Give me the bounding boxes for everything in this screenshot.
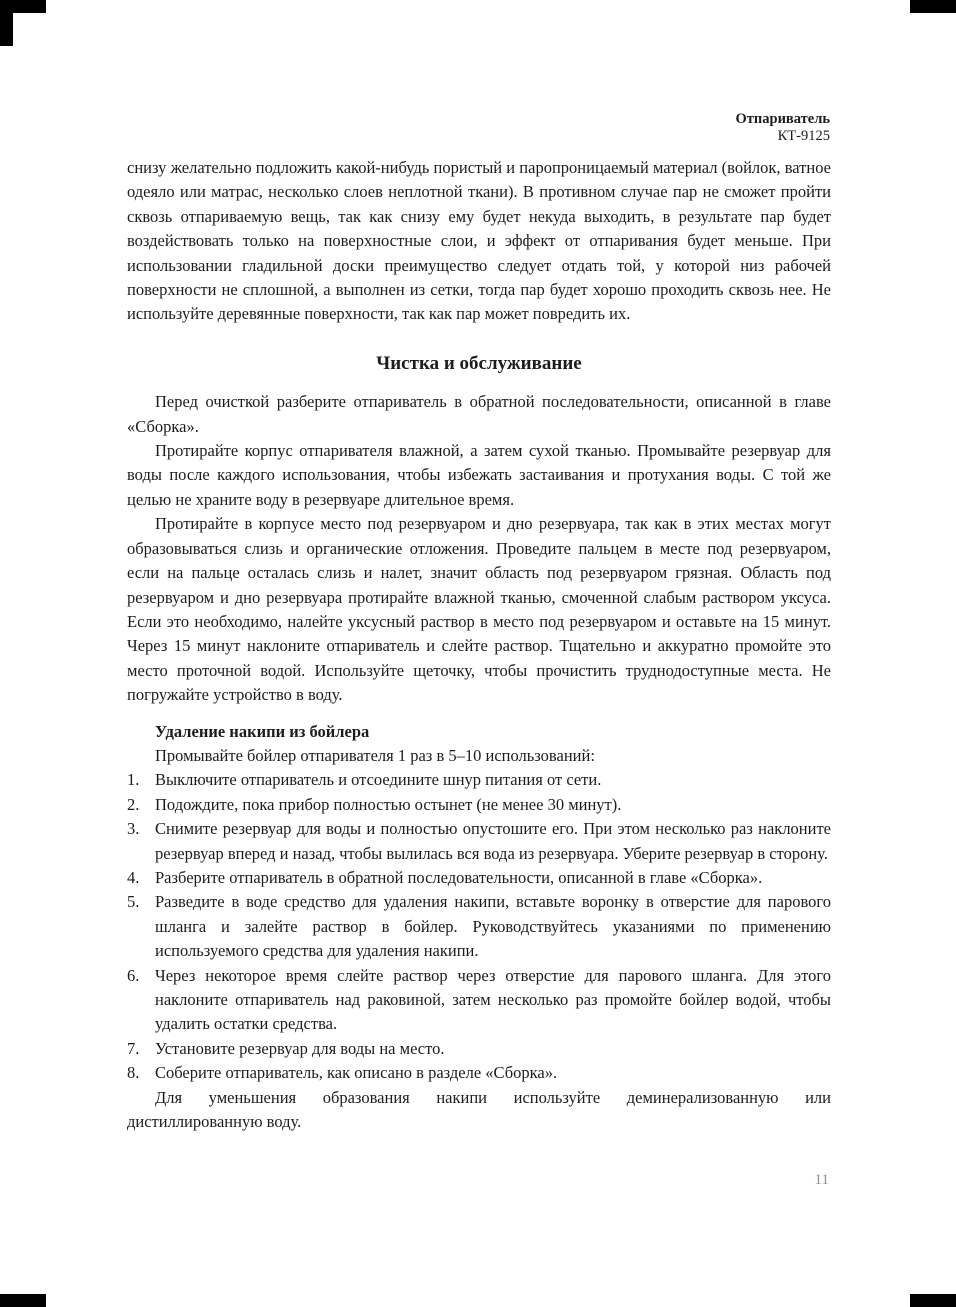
page-content	[127, 156, 831, 1134]
step-text: Снимите резервуар для воды и полностью опустошите его. При этом несколько раз наклоните резервуар вперед и назад, чтобы вылилась вся вода из резервуара. Уберите резервуар в сторону.	[155, 819, 831, 863]
step-number: 2.	[127, 794, 140, 814]
step-item-2	[127, 793, 831, 817]
step-item-5	[127, 890, 831, 963]
step-text: Выключите отпариватель и отсоедините шнур питания от сети.	[155, 770, 602, 790]
crop-mark-top-right	[910, 0, 956, 13]
step-item-4	[127, 866, 831, 890]
model-number: КТ-9125	[777, 128, 830, 144]
step-number: 6.	[127, 965, 140, 985]
page-number: 11	[814, 1172, 829, 1188]
subsection-intro: Промывайте бойлер отпаривателя 1 раз в 5–10 использований:	[155, 745, 595, 765]
step-item-6	[127, 964, 831, 1037]
step-number: 5.	[127, 892, 140, 912]
descaling-steps	[127, 768, 831, 1085]
step-item-8	[127, 1061, 831, 1085]
step-item-1	[127, 768, 831, 792]
cleaning-paragraph-2: Протирайте корпус отпаривателя влажной, а затем сухой тканью. Промывайте резервуар для воды после каждого использования, чтобы избежать застаивания и протухания воды. С той же целью не храните воду в резервуаре длительное время.	[127, 441, 831, 509]
step-number: 7.	[127, 1038, 140, 1058]
step-text: Разведите в воде средство для удаления накипи, вставьте воронку в отверстие для парового шланга и залейте раствор в бойлер. Руководствуйтесь указаниями по применению используемого средства для удаления накипи.	[155, 892, 831, 961]
step-text: Соберите отпариватель, как описано в разделе «Сборка».	[155, 1063, 558, 1083]
step-item-7	[127, 1037, 831, 1061]
closing-paragraph: Для уменьшения образования накипи используйте деминерализованную или дистиллированную воду.	[127, 1087, 831, 1132]
step-text: Подождите, пока прибор полностью остынет (не менее 30 минут).	[155, 794, 622, 814]
step-text: Установите резервуар для воды на место.	[155, 1038, 445, 1058]
crop-mark-top-left-horizontal	[0, 0, 46, 13]
step-number: 1.	[127, 770, 140, 790]
crop-mark-bottom-left	[0, 1294, 46, 1307]
step-text: Через некоторое время слейте раствор через отверстие для парового шланга. Для этого наклоните отпариватель над раковиной, затем несколько раз промойте бойлер водой, чтобы удалить остатки средства.	[155, 965, 831, 1034]
crop-mark-bottom-right	[910, 1294, 956, 1307]
step-number: 8.	[127, 1063, 140, 1083]
step-text: Разберите отпариватель в обратной последовательности, описанной в главе «Сборка».	[155, 867, 763, 887]
step-item-3	[127, 817, 831, 866]
cleaning-paragraph-1: Перед очисткой разберите отпариватель в обратной последовательности, описанной в главе «Сборка».	[127, 392, 831, 436]
subsection-title: Удаление накипи из бойлера	[155, 721, 370, 741]
continuation-paragraph: снизу желательно подложить какой-нибудь пористый и паропроницаемый материал (войлок, ватное одеяло или матрас, несколько слоев неплотной ткани). В противном случае пар не сможет пройти сквозь отпариваемую вещь, так как снизу ему будет некуда выходить, в результате пар будет воздействовать только на поверхностные слои, и эффект от отпаривания будет меньше. При использовании гладильной доски преимущество следует отдать той, у которой низ рабочей поверхности не сплошной, а выполнен из сетки, тогда пар будет хорошо проходить сквозь нее. Не используйте деревянные поверхности, так как пар может повредить их.	[127, 158, 831, 324]
cleaning-paragraph-3: Протирайте в корпусе место под резервуаром и дно резервуара, так как в этих местах могут образовываться слизь и органические отложения. Проведите пальцем в месте под резервуаром, если на пальце осталась слизь и налет, значит область под резервуаром грязная. Область под резервуаром и дно резервуара протирайте влажной тканью, смоченной слабым раствором уксуса. Если это необходимо, налейте уксусный раствор в место под резервуаром и оставьте на 15 минут. Через 15 минут наклоните отпариватель и слейте раствор. Тщательно и аккуратно промойте это место проточной водой. Используйте щеточку, чтобы прочистить труднодоступные места. Не погружайте устройство в воду.	[127, 514, 831, 705]
step-number: 4.	[127, 867, 140, 887]
step-number: 3.	[127, 819, 140, 839]
section-title: Чистка и обслуживание	[376, 352, 582, 374]
page-header	[736, 111, 831, 145]
product-name: Отпариватель	[735, 111, 830, 127]
